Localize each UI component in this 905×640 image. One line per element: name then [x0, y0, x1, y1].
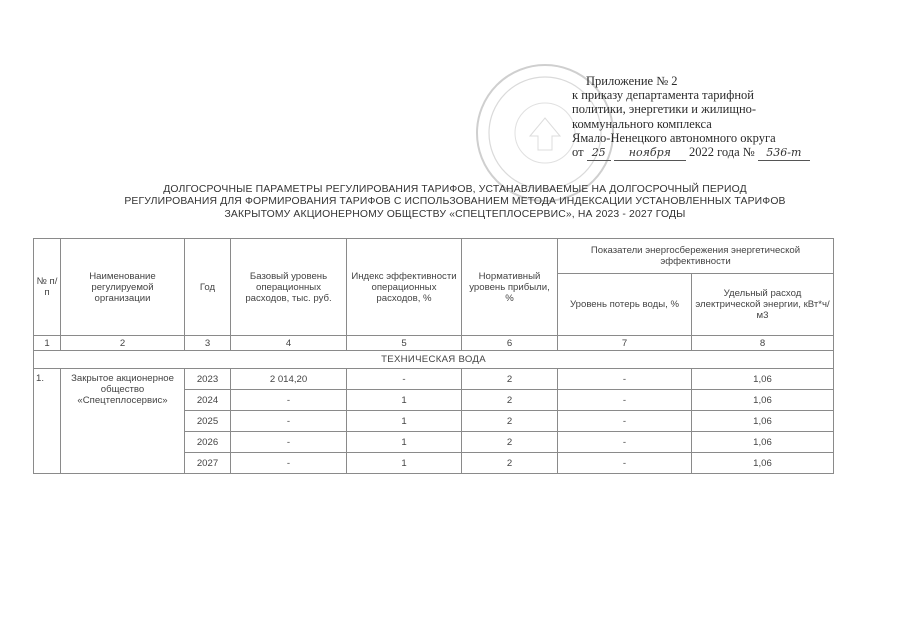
title-line-1: ДОЛГОСРОЧНЫЕ ПАРАМЕТРЫ РЕГУЛИРОВАНИЯ ТАРИФОВ, УСТАНАВЛИВАЕМЫЕ НА ДОЛГОСРОЧНЫЙ ПЕРИОД [163, 184, 747, 195]
title-line-3: ЗАКРЫТОМУ АКЦИОНЕРНОМУ ОБЩЕСТВУ «СПЕЦТЕПЛОСЕРВИС», НА 2023 - 2027 ГОДЫ [224, 208, 686, 220]
cell-index: 1 [347, 453, 462, 474]
cell-loss: - [558, 411, 692, 432]
parameters-table [33, 238, 834, 474]
appendix-title: Приложение № 2 [586, 74, 678, 88]
order-day: 25 [591, 146, 606, 160]
col-header-specific: Удельный расход электрической энергии, кВт*ч/м3 [692, 274, 834, 336]
col-header-index: Индекс эффективности операционных расходов, % [347, 239, 462, 336]
org-name: Закрытое акционерное общество «Спецтеплосервис» [61, 369, 185, 474]
cell-loss: - [558, 432, 692, 453]
cell-specific: 1,06 [692, 453, 834, 474]
appendix-line: Ямало-Ненецкого автономного округа [572, 130, 776, 145]
order-prefix: от [572, 145, 584, 160]
cell-specific: 1,06 [692, 369, 834, 390]
cell-base: 2 014,20 [231, 369, 347, 390]
cell-profit: 2 [462, 369, 558, 390]
col-header-base: Базовый уровень операционных расходов, тыс. руб. [231, 239, 347, 336]
cell-loss: - [558, 453, 692, 474]
column-number: 4 [231, 336, 347, 351]
cell-specific: 1,06 [692, 432, 834, 453]
table-row [34, 369, 834, 390]
section-title: ТЕХНИЧЕСКАЯ ВОДА [34, 351, 834, 369]
column-number: 5 [347, 336, 462, 351]
cell-index: 1 [347, 432, 462, 453]
order-year: 2022 года № [688, 145, 755, 160]
col-header-year: Год [185, 239, 231, 336]
cell-index: - [347, 369, 462, 390]
org-number: 1. [34, 369, 61, 474]
appendix-block [572, 74, 872, 161]
cell-profit: 2 [462, 453, 558, 474]
document-title [20, 184, 890, 221]
column-number: 2 [61, 336, 185, 351]
cell-profit: 2 [462, 411, 558, 432]
cell-year: 2025 [185, 411, 231, 432]
cell-base: - [231, 432, 347, 453]
col-header-org: Наименование регулируемой организации [61, 239, 185, 336]
cell-year: 2023 [185, 369, 231, 390]
cell-base: - [231, 390, 347, 411]
column-number: 8 [692, 336, 834, 351]
column-number: 6 [462, 336, 558, 351]
cell-year: 2024 [185, 390, 231, 411]
cell-index: 1 [347, 411, 462, 432]
cell-index: 1 [347, 390, 462, 411]
cell-loss: - [558, 369, 692, 390]
col-header-loss: Уровень потерь воды, % [558, 274, 692, 336]
col-header-num: № п/п [34, 239, 61, 336]
column-number: 1 [34, 336, 61, 351]
title-line-2: РЕГУЛИРОВАНИЯ ДЛЯ ФОРМИРОВАНИЯ ТАРИФОВ С ИСПОЛЬЗОВАНИЕМ МЕТОДА ИНДЕКСАЦИИ УСТАНОВЛЕННЫХ ТАРИФОВ [124, 196, 786, 208]
cell-profit: 2 [462, 390, 558, 411]
order-month: ноября [628, 146, 671, 160]
cell-year: 2027 [185, 453, 231, 474]
column-number: 3 [185, 336, 231, 351]
header-row [34, 239, 834, 274]
appendix-line: коммунального комплекса [572, 116, 712, 131]
column-numbers-row [34, 336, 834, 351]
cell-year: 2026 [185, 432, 231, 453]
column-number: 7 [558, 336, 692, 351]
cell-base: - [231, 453, 347, 474]
cell-base: - [231, 411, 347, 432]
order-number: 536-т [766, 146, 802, 160]
col-header-profit: Нормативный уровень прибыли, % [462, 239, 558, 336]
cell-specific: 1,06 [692, 411, 834, 432]
appendix-line: политики, энергетики и жилищно- [572, 102, 757, 117]
appendix-line: к приказу департамента тарифной [572, 88, 754, 103]
cell-loss: - [558, 390, 692, 411]
cell-profit: 2 [462, 432, 558, 453]
cell-specific: 1,06 [692, 390, 834, 411]
col-header-energy-group: Показатели энергосбережения энергетической эффективности [558, 239, 834, 274]
section-row [34, 351, 834, 369]
order-date-line [572, 145, 872, 161]
